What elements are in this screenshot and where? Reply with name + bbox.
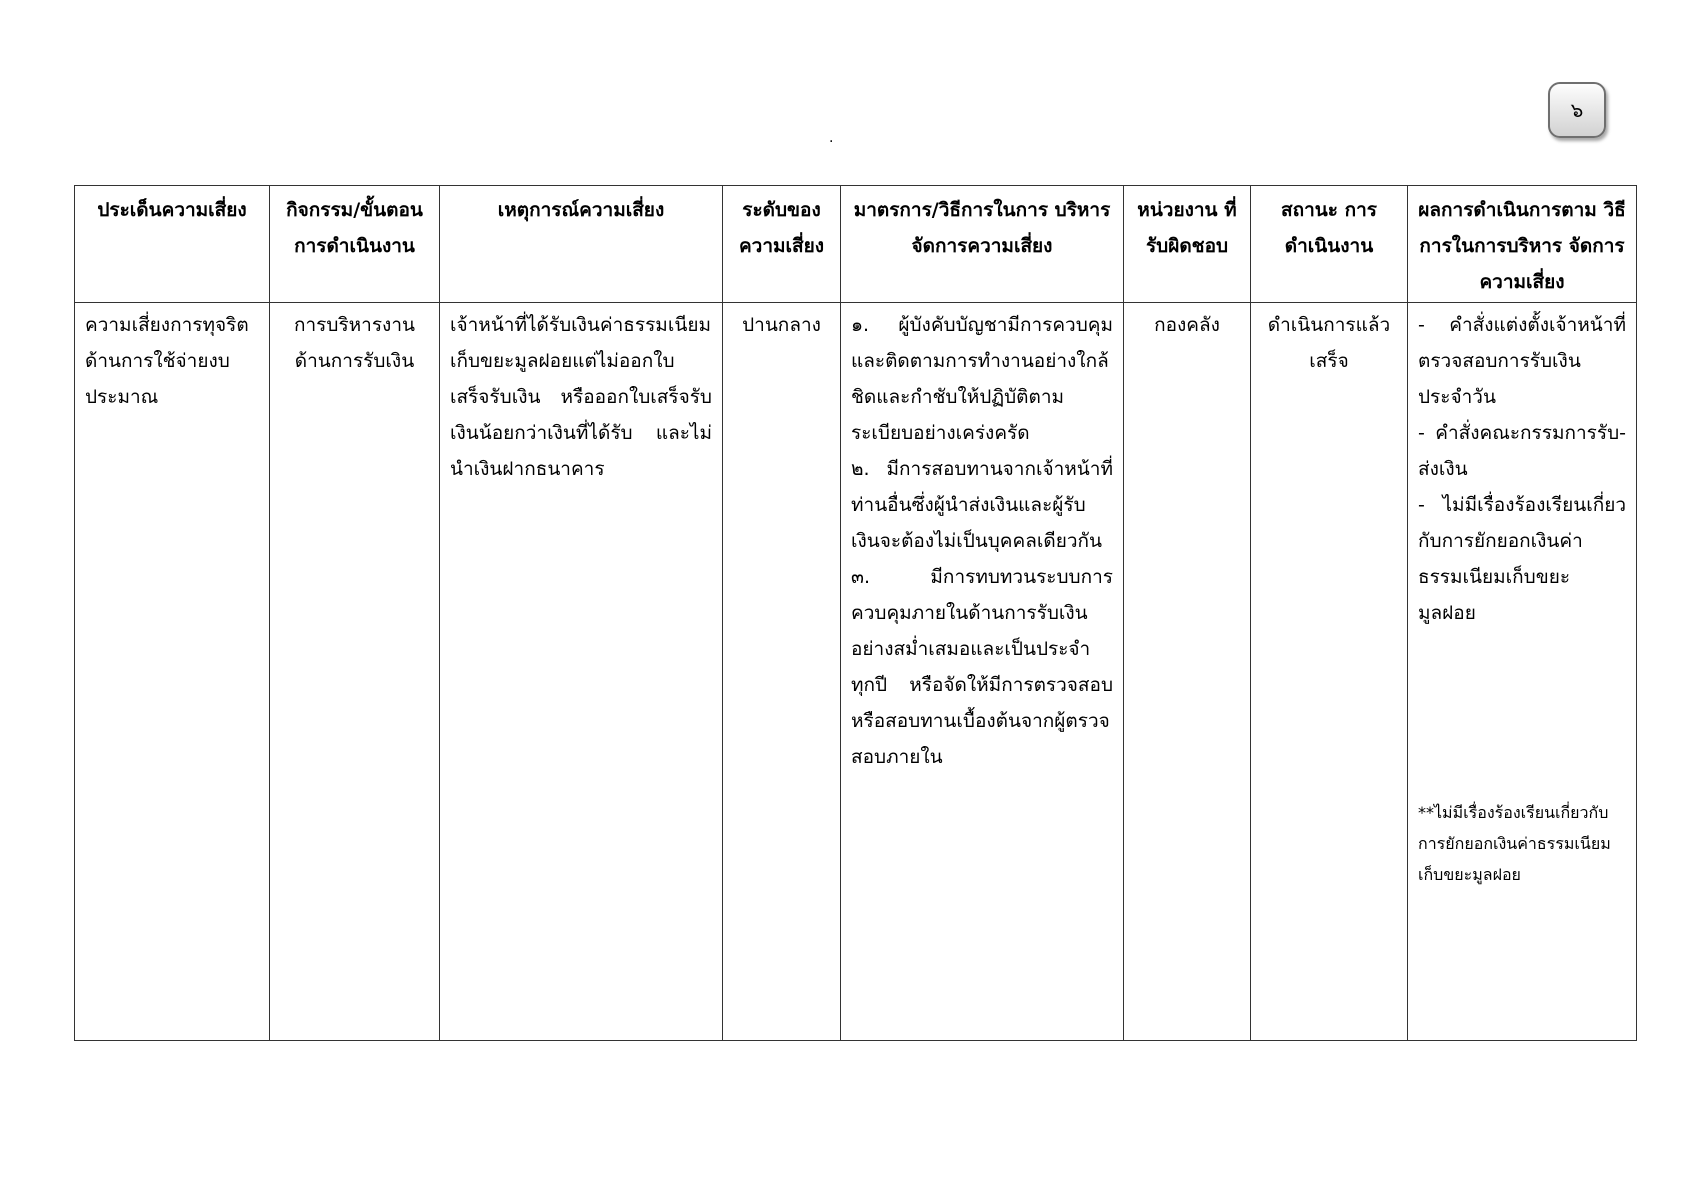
table-header-row [75, 186, 1637, 303]
cell-results [1408, 303, 1637, 1041]
page-number: ๖ [1570, 98, 1584, 122]
results-note: **ไม่มีเรื่องร้องเรียนเกี่ยวกับการยักยอกเงินค่าธรรมเนียมเก็บขยะมูลฝอย [1418, 803, 1611, 884]
risk-management-table [74, 185, 1637, 1041]
header-status: สถานะ การดำเนินงาน [1251, 186, 1408, 303]
cell-risk-issue: ความเสี่ยงการทุจริตด้านการใช้จ่ายงบประมาณ [75, 303, 270, 1041]
cell-risk-event: เจ้าหน้าที่ได้รับเงินค่าธรรมเนียมเก็บขยะมูลฝอยแต่ไม่ออกใบเสร็จรับเงิน หรือออกใบเสร็จรับเงินน้อยกว่าเงินที่ได้รับ และไม่นำเงินฝากธนาคาร [440, 303, 723, 1041]
results-list: - คำสั่งแต่งตั้งเจ้าหน้าที่ตรวจสอบการรับเงินประจำวัน - คำสั่งคณะกรรมการรับ-ส่งเงิน - ไม่มีเรื่องร้องเรียนเกี่ยวกับการยักยอกเงินค่าธรรมเนียมเก็บขยะมูลฝอย [1418, 314, 1626, 624]
cell-risk-level: ปานกลาง [723, 303, 841, 1041]
header-responsible-unit: หน่วยงาน ที่รับผิดชอบ [1124, 186, 1251, 303]
header-risk-level: ระดับของ ความเสี่ยง [723, 186, 841, 303]
center-mark: . [829, 130, 834, 146]
header-risk-event: เหตุการณ์ความเสี่ยง [440, 186, 723, 303]
header-risk-issue: ประเด็นความเสี่ยง [75, 186, 270, 303]
cell-responsible-unit: กองคลัง [1124, 303, 1251, 1041]
header-results: ผลการดำเนินการตาม วิธีการในการบริหาร จัดการความเสี่ยง [1408, 186, 1637, 303]
cell-activity: การบริหารงาน ด้านการรับเงิน [270, 303, 440, 1041]
cell-status: ดำเนินการแล้ว เสร็จ [1251, 303, 1408, 1041]
header-activity: กิจกรรม/ขั้นตอน การดำเนินงาน [270, 186, 440, 303]
page-number-badge [1548, 82, 1606, 138]
header-measures: มาตรการ/วิธีการในการ บริหารจัดการความเสี่ยง [841, 186, 1124, 303]
cell-measures: ๑. ผู้บังคับบัญชามีการควบคุมและติดตามการทำงานอย่างใกล้ชิดและกำชับให้ปฏิบัติตามระเบียบอย่างเคร่งครัด ๒. มีการสอบทานจากเจ้าหน้าที่ท่านอื่นซึ่งผู้นำส่งเงินและผู้รับเงินจะต้องไม่เป็นบุคคลเดียวกัน ๓. มีการทบทวนระบบการควบคุมภายในด้านการรับเงินอย่างสม่ำเสมอและเป็นประจำทุกปี หรือจัดให้มีการตรวจสอบหรือสอบทานเบื้องต้นจากผู้ตรวจสอบภายใน [841, 303, 1124, 1041]
table-row [75, 303, 1637, 1041]
